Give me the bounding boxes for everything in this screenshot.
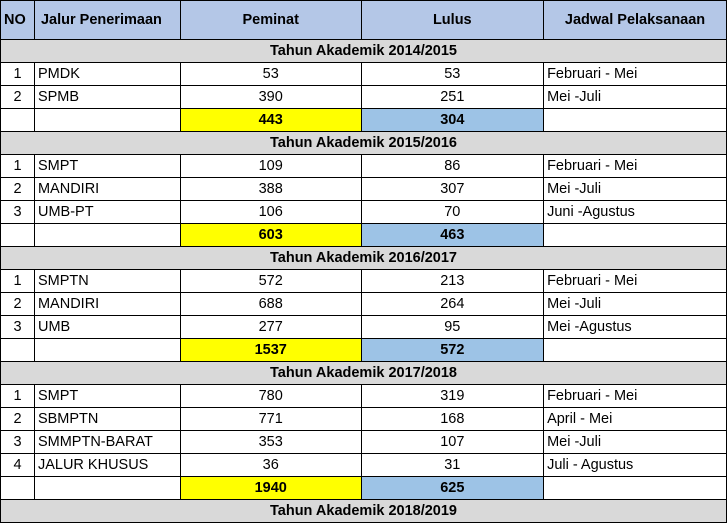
cell-no: 3	[1, 316, 35, 339]
total-blank-jadwal	[544, 339, 727, 362]
table-row	[1, 316, 727, 339]
header-lulus: Lulus	[361, 1, 544, 40]
year-row	[1, 40, 727, 63]
table-row	[1, 454, 727, 477]
table-row	[1, 431, 727, 454]
year-row	[1, 247, 727, 270]
year-title: Tahun Akademik 2018/2019	[1, 500, 727, 523]
cell-jalur: UMB-PT	[34, 201, 180, 224]
cell-peminat: 277	[180, 316, 361, 339]
cell-lulus: 307	[361, 178, 544, 201]
cell-lulus: 168	[361, 408, 544, 431]
cell-jalur: PMDK	[34, 63, 180, 86]
cell-jalur: SMPT	[34, 155, 180, 178]
cell-no: 1	[1, 270, 35, 293]
cell-jalur: MANDIRI	[34, 178, 180, 201]
total-peminat: 1537	[180, 339, 361, 362]
cell-no: 4	[1, 454, 35, 477]
cell-jadwal: Februari - Mei	[544, 155, 727, 178]
table-body	[1, 40, 727, 523]
cell-lulus: 264	[361, 293, 544, 316]
total-blank-jalur	[34, 477, 180, 500]
total-peminat: 603	[180, 224, 361, 247]
cell-no: 3	[1, 431, 35, 454]
year-row	[1, 362, 727, 385]
cell-jalur: SMPTN	[34, 270, 180, 293]
total-blank-jadwal	[544, 224, 727, 247]
cell-no: 1	[1, 155, 35, 178]
cell-jalur: SMMPTN-BARAT	[34, 431, 180, 454]
table-row	[1, 63, 727, 86]
cell-peminat: 771	[180, 408, 361, 431]
cell-jalur: SPMB	[34, 86, 180, 109]
cell-lulus: 95	[361, 316, 544, 339]
cell-no: 2	[1, 293, 35, 316]
cell-no: 3	[1, 201, 35, 224]
total-lulus: 304	[361, 109, 544, 132]
total-row	[1, 339, 727, 362]
cell-peminat: 109	[180, 155, 361, 178]
cell-peminat: 572	[180, 270, 361, 293]
total-peminat: 443	[180, 109, 361, 132]
cell-peminat: 780	[180, 385, 361, 408]
year-title: Tahun Akademik 2017/2018	[1, 362, 727, 385]
cell-peminat: 390	[180, 86, 361, 109]
cell-jalur: SMPT	[34, 385, 180, 408]
total-lulus: 463	[361, 224, 544, 247]
cell-jadwal: Februari - Mei	[544, 270, 727, 293]
total-lulus: 625	[361, 477, 544, 500]
cell-jadwal: Februari - Mei	[544, 63, 727, 86]
cell-lulus: 31	[361, 454, 544, 477]
cell-jadwal: Mei -Juli	[544, 431, 727, 454]
cell-jadwal: Februari - Mei	[544, 385, 727, 408]
year-title: Tahun Akademik 2015/2016	[1, 132, 727, 155]
table-row	[1, 270, 727, 293]
cell-no: 2	[1, 408, 35, 431]
table-row	[1, 408, 727, 431]
total-blank-no	[1, 339, 35, 362]
table-row	[1, 155, 727, 178]
total-blank-no	[1, 477, 35, 500]
cell-jalur: SBMPTN	[34, 408, 180, 431]
cell-jadwal: Mei -Juli	[544, 293, 727, 316]
cell-peminat: 388	[180, 178, 361, 201]
cell-jalur: UMB	[34, 316, 180, 339]
cell-jadwal: April - Mei	[544, 408, 727, 431]
cell-peminat: 688	[180, 293, 361, 316]
cell-jadwal: Mei -Agustus	[544, 316, 727, 339]
year-row	[1, 500, 727, 523]
header-jadwal: Jadwal Pelaksanaan	[544, 1, 727, 40]
cell-jadwal: Juni -Agustus	[544, 201, 727, 224]
cell-peminat: 53	[180, 63, 361, 86]
cell-jadwal: Mei -Juli	[544, 178, 727, 201]
total-blank-jalur	[34, 339, 180, 362]
table-row	[1, 86, 727, 109]
total-blank-jalur	[34, 109, 180, 132]
header-no: NO	[1, 1, 35, 40]
total-lulus: 572	[361, 339, 544, 362]
cell-jalur: MANDIRI	[34, 293, 180, 316]
total-blank-jadwal	[544, 477, 727, 500]
cell-no: 1	[1, 63, 35, 86]
table-row	[1, 178, 727, 201]
cell-no: 2	[1, 86, 35, 109]
table-row	[1, 201, 727, 224]
cell-peminat: 36	[180, 454, 361, 477]
cell-lulus: 107	[361, 431, 544, 454]
cell-peminat: 106	[180, 201, 361, 224]
header-row	[1, 1, 727, 40]
total-blank-no	[1, 109, 35, 132]
total-row	[1, 477, 727, 500]
total-row	[1, 109, 727, 132]
cell-peminat: 353	[180, 431, 361, 454]
table-row	[1, 385, 727, 408]
cell-jadwal: Mei -Juli	[544, 86, 727, 109]
table-row	[1, 293, 727, 316]
cell-lulus: 53	[361, 63, 544, 86]
header-jalur: Jalur Penerimaan	[34, 1, 180, 40]
cell-no: 2	[1, 178, 35, 201]
year-row	[1, 132, 727, 155]
cell-lulus: 251	[361, 86, 544, 109]
cell-jalur: JALUR KHUSUS	[34, 454, 180, 477]
cell-lulus: 319	[361, 385, 544, 408]
year-title: Tahun Akademik 2016/2017	[1, 247, 727, 270]
total-blank-no	[1, 224, 35, 247]
total-blank-jalur	[34, 224, 180, 247]
total-blank-jadwal	[544, 109, 727, 132]
cell-lulus: 86	[361, 155, 544, 178]
cell-lulus: 70	[361, 201, 544, 224]
total-peminat: 1940	[180, 477, 361, 500]
header-peminat: Peminat	[180, 1, 361, 40]
cell-lulus: 213	[361, 270, 544, 293]
cell-jadwal: Juli - Agustus	[544, 454, 727, 477]
cell-no: 1	[1, 385, 35, 408]
year-title: Tahun Akademik 2014/2015	[1, 40, 727, 63]
total-row	[1, 224, 727, 247]
